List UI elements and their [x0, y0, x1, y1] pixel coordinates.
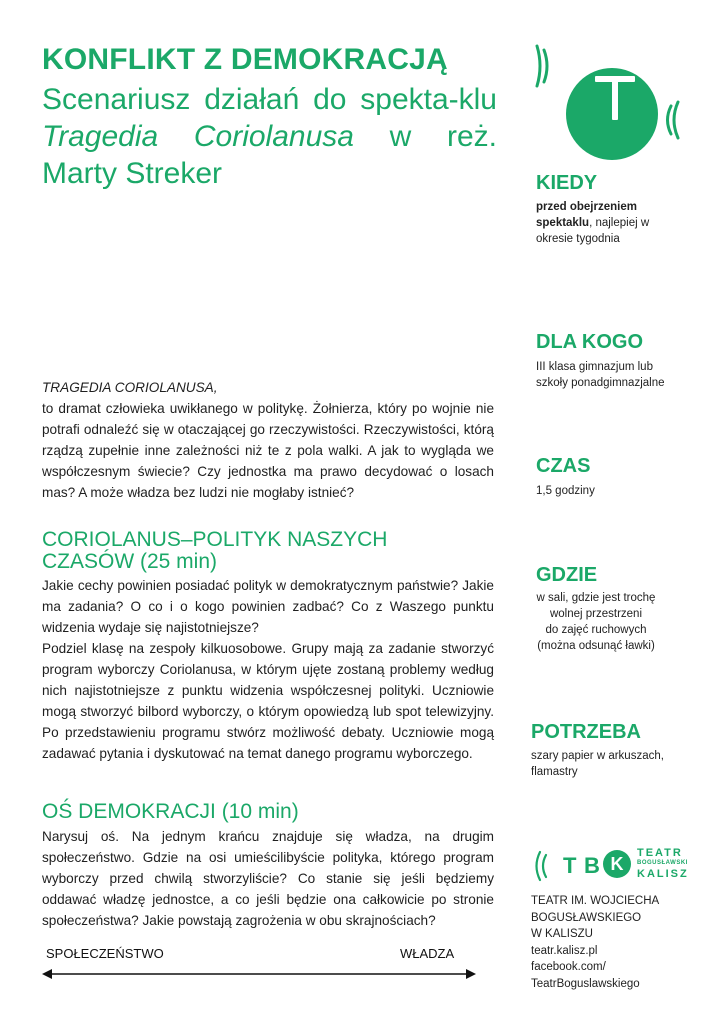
gdzie-text: w sali, gdzie jest trochę wolnej przestrzeni do zajęć ruchowych (można odsunąć ławki)	[536, 592, 656, 652]
logo-t-letter	[595, 76, 635, 120]
section1-heading: CORIOLANUS–POLITYK NASZYCH CZASÓW (25 min)	[42, 528, 388, 573]
intro-heading: TRAGEDIA CORIOLANUSA,	[42, 380, 218, 395]
page-title: KONFLIKT Z DEMOKRACJĄ	[42, 43, 448, 76]
sound-waves-icon	[530, 40, 690, 160]
section1-para1: Jakie cechy powinien posiadać polityk w demokratycznym państwie? Jakie ma zadania? O co i o kogo powinien zadbać? Co z Waszego punktu widzenia wydaje się najistotniejsze?	[42, 578, 494, 635]
kiedy-text: przed obejrzeniem spektaklu, najlepiej w okresie tygodnia	[536, 201, 650, 245]
section1-para2: Podziel klasę na zespoły kilkuosobowe. Grupy mają za zadanie stworzyć program wyborczy Coriolanusa, w którym ujęte zostaną problemy według nich najistotniejsze z punktu widzenia współczesnej polityki. Uczniowie mogą stworzyć bilbord wyborczy, o którym opowiedzą lub spot telewizyjny. Po przedstawieniu programu stwórz możliwość debaty. Uczniowie mogą zadawać pytania i dyskutować na temat danego programu wyborczego.	[42, 641, 494, 761]
gdzie-heading: GDZIE	[536, 564, 598, 586]
page-subtitle: Scenariusz działań do spekta-klu Tragedia Coriolanusa w reż. Marty Streker	[42, 83, 497, 190]
axis-right-label: WŁADZA	[400, 946, 455, 961]
intro-block	[42, 377, 494, 503]
czas-text: 1,5 godziny	[536, 485, 595, 497]
arrow-double-icon	[40, 966, 480, 982]
section2-heading: OŚ DEMOKRACJI (10 min)	[42, 800, 299, 823]
intro-text: to dramat człowieka uwikłanego w politykę. Żołnierza, który po wojnie nie potrafi odnaleźć się w otaczającej go rzeczywistości. Rzeczywistości, którą rządzą zupełnie inne zależności niż te z pola walki. A jak to wygląda we współczesnym świecie? Czy jednostka ma prawo decydować o losach mas? A może władza bez ludzi nie mogłaby istnieć?	[42, 401, 494, 500]
axis-left-label: SPOŁECZEŃSTWO	[46, 946, 164, 961]
section1-body	[42, 575, 494, 764]
kiedy-heading: KIEDY	[536, 172, 598, 194]
czas-heading: CZAS	[536, 455, 591, 477]
section2-para: Narysuj oś. Na jednym krańcu znajduje się władza, na drugim społeczeństwo. Gdzie na osi umieścilibyście polityka, którego program wyborczy przed chwilą stworzyliście? Co stanie się jeśli będziemy oddawać władzę jednostce, a co jeśli będzie ona całkowicie po stronie społeczeństwa? Jakie powstają zagrożenia w obu skrajnościach?	[42, 829, 494, 928]
website-link[interactable]: teatr.kalisz.pl	[531, 944, 598, 957]
potrzeba-text: szary papier w arkuszach, flamastry	[531, 750, 664, 778]
dla-kogo-text: III klasa gimnazjum lub szkoły ponadgimnazjalne	[536, 361, 665, 389]
footer-logo: T B K TEATR BOGUSŁAWSKI KALISZ	[531, 848, 691, 884]
potrzeba-heading: POTRZEBA	[531, 721, 641, 743]
footer-address: TEATR IM. WOJCIECHA BOGUSŁAWSKIEGO W KALISZU teatr.kalisz.pl facebook.com/ TeatrBoguslawskiego	[531, 893, 701, 992]
facebook-link[interactable]: facebook.com/ TeatrBoguslawskiego	[531, 961, 640, 990]
dla-kogo-heading: DLA KOGO	[536, 331, 644, 353]
